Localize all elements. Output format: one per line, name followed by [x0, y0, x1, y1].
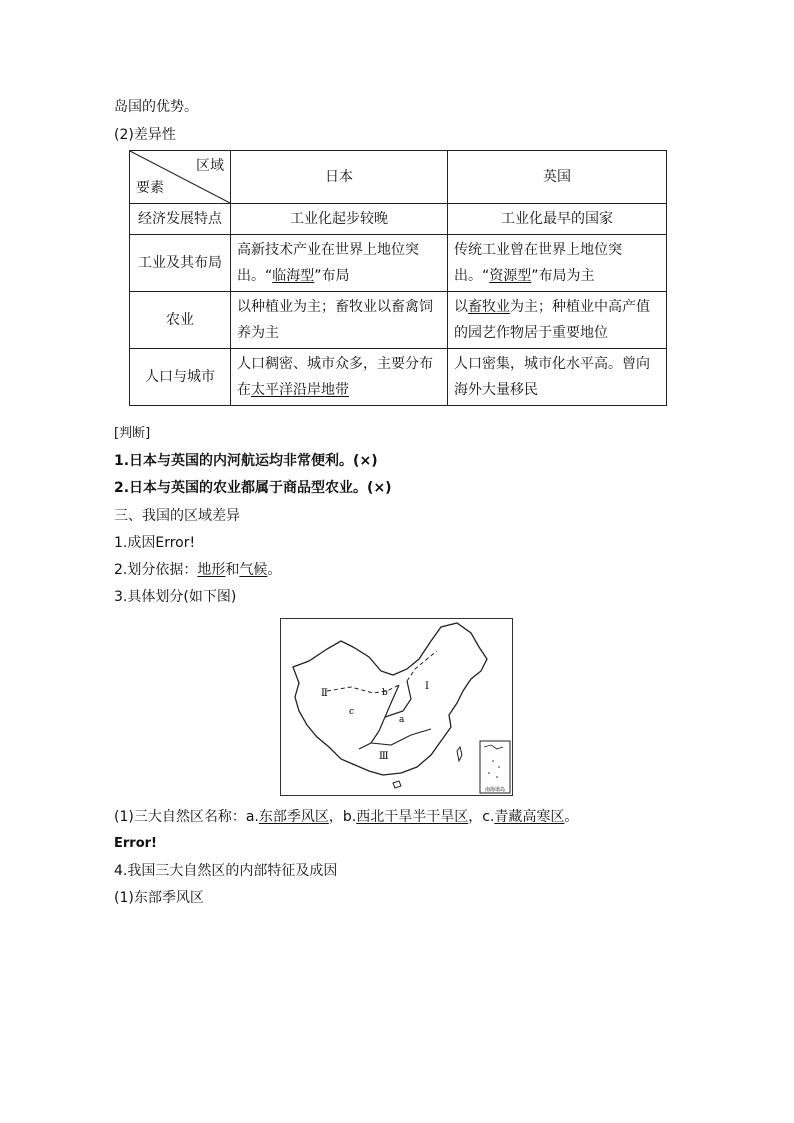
text-line: 岛国的优势。 — [114, 99, 198, 115]
subsection-title: (2)差异性 — [114, 127, 176, 143]
table-corner-cell — [130, 151, 231, 204]
judge-item: 1.日本与英国的内河航运均非常便利。(×) — [114, 453, 378, 469]
corner-label-region: 区域 — [196, 158, 224, 174]
text-line: (1)三大自然区名称：a.东部季风区，b.西北干旱半干旱区，c.青藏高寒区。 — [114, 809, 579, 825]
column-header-uk: 英国 — [448, 151, 667, 204]
region-label-a: a — [399, 715, 405, 725]
table-cell: 以畜牧业为主；种植业中高产值的园艺作物居于重要地位 — [448, 292, 667, 349]
corner-label-factor: 要素 — [136, 180, 164, 196]
judge-item: 2.日本与英国的农业都属于商品型农业。(×) — [114, 480, 392, 496]
table-cell: 以种植业为主；畜牧业以畜禽饲养为主 — [231, 292, 448, 349]
table-cell: 传统工业曾在世界上地位突出。“资源型”布局为主 — [448, 235, 667, 292]
row-header: 人口与城市 — [130, 349, 231, 406]
column-header-japan: 日本 — [231, 151, 448, 204]
section-title: 三、我国的区域差异 — [114, 508, 240, 524]
judge-title: [判断] — [114, 426, 151, 441]
region-label-b: b — [382, 688, 388, 698]
comparison-table — [129, 150, 667, 406]
text-line: 3.具体划分(如下图) — [114, 589, 237, 605]
text-line: 2.划分依据：地形和气候。 — [114, 562, 282, 578]
table-cell: 人口稠密、城市众多，主要分布在太平洋沿岸地带 — [231, 349, 448, 406]
region-label-I: Ⅰ — [425, 681, 429, 692]
table-cell: 工业化最早的国家 — [448, 204, 667, 235]
table-cell: 工业化起步较晚 — [231, 204, 448, 235]
row-header: 农业 — [130, 292, 231, 349]
table-cell: 人口密集，城市化水平高。曾向海外大量移民 — [448, 349, 667, 406]
china-regions-map — [280, 618, 513, 796]
row-header: 工业及其布局 — [130, 235, 231, 292]
error-text: Error! — [114, 836, 157, 851]
row-header: 经济发展特点 — [130, 204, 231, 235]
text-line: 4.我国三大自然区的内部特征及成因 — [114, 863, 338, 879]
south-china-sea-inset — [480, 741, 510, 793]
text-line: 1.成因Error! — [114, 535, 196, 551]
inset-caption: 南海诸岛 — [484, 787, 506, 793]
region-label-II: Ⅱ — [321, 688, 328, 699]
region-label-III: Ⅲ — [379, 751, 389, 762]
text-line: (1)东部季风区 — [114, 890, 204, 906]
region-label-c: c — [349, 707, 355, 717]
table-cell: 高新技术产业在世界上地位突出。“临海型”布局 — [231, 235, 448, 292]
